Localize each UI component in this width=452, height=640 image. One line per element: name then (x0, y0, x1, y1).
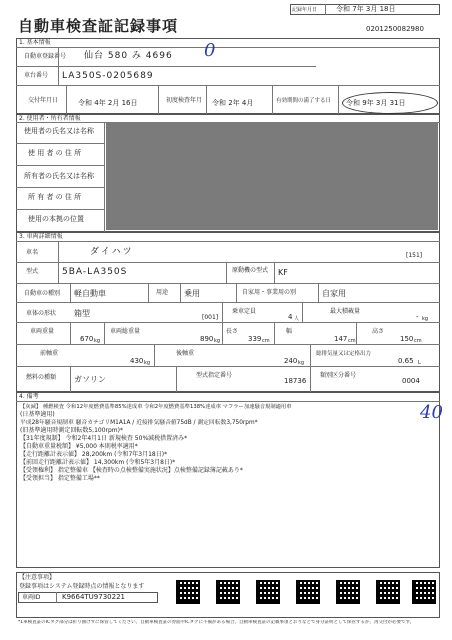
remarks-heading: 4. 備考 (19, 393, 39, 400)
gross-weight-value: 890 (200, 335, 214, 343)
redacted-owner-block (106, 122, 438, 230)
recorded-date-value: 令和 7年 3月 18日 (336, 5, 396, 13)
type-designation-label: 型式指定番号 (196, 372, 233, 379)
body-value: 箱型 (74, 309, 90, 318)
displacement-unit: L (418, 360, 421, 366)
width-value: 147 (334, 335, 348, 343)
use-value: 乗用 (184, 289, 200, 298)
remark-line: 【前回走行距離計表示値】 14,300km (令和5年3月8日)* (20, 459, 176, 466)
displacement-label: 総排気量又は定格出力 (316, 351, 372, 357)
maker-label: 車名 (26, 249, 39, 256)
vehicle-detail-heading: 3. 車両詳細情報 (19, 233, 63, 240)
first-registration-label: 初度検査年月 (166, 97, 203, 104)
maker-value: ダイハツ (90, 247, 134, 257)
maxload-unit: kg (422, 316, 429, 322)
vehicle-id-label: 車両ID (22, 594, 41, 601)
owner-info-heading: 2. 使用者・所有者情報 (19, 115, 81, 122)
handwritten-zero: 0 (204, 40, 216, 61)
qr-code (176, 580, 200, 604)
user-address-label: 使 用 者 の 住 所 (28, 149, 82, 157)
qr-code (376, 580, 400, 604)
model-label: 型式 (26, 268, 39, 275)
front-axle-value: 430 (130, 357, 144, 365)
fuel-value: ガソリン (74, 375, 106, 384)
body-label: 車体の形状 (26, 310, 57, 317)
maxload-label: 最大積載量 (330, 308, 361, 315)
qr-code (256, 580, 280, 604)
kind-value: 軽自動車 (74, 289, 106, 298)
expiry-value: 令和 9年 3月 31日 (346, 99, 406, 107)
rear-axle-value: 240 (284, 357, 298, 365)
owner-name-label: 所有者の氏名又は名称 (24, 172, 94, 180)
remarks-lines (20, 403, 436, 483)
maxload-value: - (416, 313, 419, 321)
capacity-unit: 人 (294, 316, 300, 322)
remark-line: 【受領権利】 指定整備車 【検査時の点検整備実施状況】点検整備記録簿記載あり* (20, 467, 243, 474)
capacity-value: 4 (288, 313, 293, 321)
vehicle-id-value: K9664TU9730221 (62, 593, 125, 601)
length-value: 339 (248, 335, 262, 343)
engine-label: 原動機の型式 (232, 267, 269, 274)
model-value: 5BA-LA350S (62, 267, 128, 277)
engine-value: KF (278, 268, 288, 277)
maker-code: [151] (406, 252, 423, 259)
width-unit: cm (348, 338, 356, 344)
gross-weight-label: 車両総重量 (110, 328, 141, 335)
owner-address-label: 所 有 者 の 住 所 (28, 193, 82, 201)
remark-line: (日基準適用) (20, 411, 55, 418)
height-label: 高さ (372, 328, 385, 335)
front-axle-unit: kg (144, 360, 151, 366)
remark-line: 【受領担当】 指定整備工場** (20, 475, 100, 482)
length-label: 長さ (226, 328, 239, 335)
weight-value: 670 (80, 335, 94, 343)
registration-label: 自動車登録番号 (24, 53, 67, 60)
bottom-note: *1車検査証のICタグ部分は折り曲げずに保管してください。自動車検査証の券面やICタグに不備がある場合、自動車検査証の記載事項とおりなどで身分証明として保管するか、再交付が必要です。 (18, 620, 415, 625)
qr-code (216, 580, 240, 604)
remark-line: 平成28年騒音規制車 騒音カテゴリM1A1A / 近接排気騒音値75dB / 測定回転数3,750rpm* (20, 420, 258, 426)
chassis-value: LA350S-0205689 (62, 71, 154, 81)
capacity-label: 乗車定員 (232, 308, 257, 315)
height-unit: cm (414, 338, 422, 344)
remark-line: 【31年度規制】 令和2年4月1日 新規検査 50%減税措置済み* (20, 435, 188, 442)
basic-info-heading: 1. 基本情報 (19, 39, 51, 46)
issue-date-label: 交付年月日 (28, 97, 59, 104)
recorded-date-label: 記録年月日 (292, 7, 318, 13)
front-axle-label: 前軸重 (40, 350, 59, 357)
user-name-label: 使用者の氏名又は名称 (24, 127, 94, 135)
expiry-label: 有効期間の満了する日 (276, 98, 332, 104)
expiry-circle (342, 92, 438, 114)
length-unit: cm (262, 338, 270, 344)
kind-label: 自動車の種別 (24, 290, 61, 297)
gross-weight-unit: kg (214, 338, 221, 344)
base-location-label: 使用の本拠の位置 (28, 215, 84, 223)
notice-heading: 【注意事項】 (19, 574, 56, 581)
remark-line: (旧基準適用時測定回転数5,100rpm)* (20, 427, 123, 434)
type-designation-value: 18736 (284, 377, 307, 385)
remark-line: 【自動車重量税額】 ¥5,000 本則税率適用* (20, 443, 138, 450)
registration-value: 仙台 580 み 4696 (84, 51, 173, 61)
weight-label: 車両重量 (30, 328, 55, 335)
chassis-label: 車台番号 (24, 72, 49, 79)
height-value: 150 (400, 335, 414, 343)
category-value: 0004 (402, 377, 420, 385)
fuel-label: 燃料の種類 (26, 374, 57, 381)
qr-code (412, 580, 436, 604)
private-value: 自家用 (322, 289, 346, 298)
remark-line: 【走行距離計表示値】 28,200km (令和7年3月18日)* (20, 451, 168, 458)
remark-line: 【灰減】 種燃検査 令和12年度燃費基準85%達成車 令和2年度燃費基準138%達成車 マフラー加速騒音規制適用車 (20, 404, 292, 410)
weight-unit: kg (94, 338, 101, 344)
displacement-value: 0.65 (398, 357, 414, 365)
width-label: 幅 (286, 328, 293, 335)
category-label: 類別区分番号 (320, 372, 357, 379)
document-number: 0201250082980 (366, 25, 424, 33)
rear-axle-label: 後軸重 (176, 350, 195, 357)
document-title: 自動車検査証記録事項 (18, 17, 179, 35)
body-code: [001] (202, 314, 219, 321)
qr-code (296, 580, 320, 604)
rear-axle-unit: kg (298, 360, 305, 366)
first-registration-value: 令和 2年 4月 (212, 99, 254, 107)
handwritten-forty: 40 (420, 402, 443, 423)
notice-text: 登録事項はシステム登録時点の情報となります (19, 583, 145, 590)
qr-code (336, 580, 360, 604)
private-label: 自家用・事業用の別 (242, 289, 297, 296)
issue-date-value: 令和 4年 2月 16日 (78, 99, 138, 107)
use-label: 用途 (156, 289, 169, 296)
